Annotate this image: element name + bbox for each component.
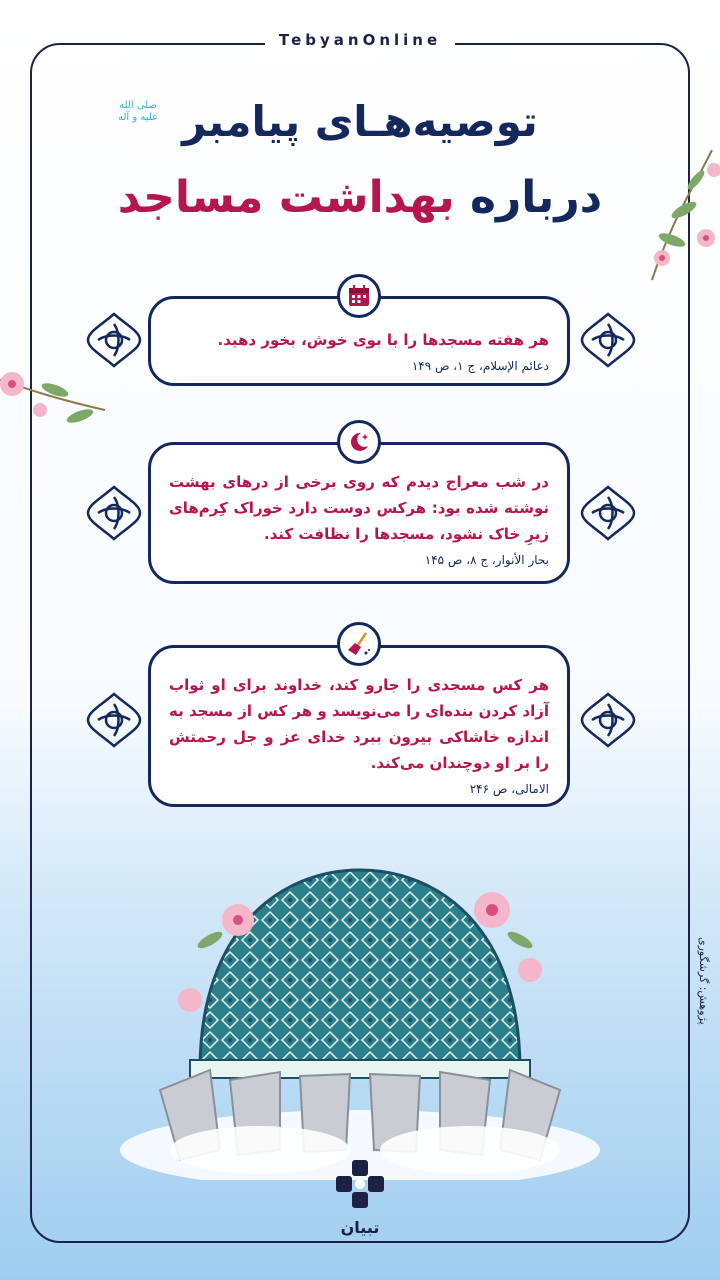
page-title-line1: توصیه‌هـای پیامبر (182, 97, 538, 146)
hadith-source-2: بحار الأنوار، ج ۸، ص ۱۴۵ (424, 553, 549, 567)
hadith-source-1: دعائم الإسلام، ج ۱، ص ۱۴۹ (411, 359, 549, 373)
hadith-card-3 (148, 645, 570, 807)
mosque-dome-illustration (120, 850, 600, 1180)
ornament-right-2-icon (578, 483, 638, 543)
moon-badge (337, 420, 381, 464)
brand-header (0, 30, 720, 49)
title-word-about: درباره (469, 172, 603, 223)
calendar-icon (347, 284, 371, 308)
broom-badge (337, 622, 381, 666)
tebyan-logo-icon (334, 1158, 386, 1210)
calendar-badge (337, 274, 381, 318)
moon-icon (347, 430, 371, 454)
research-credit: پژوهش: گرشگوری (697, 937, 710, 1025)
hadith-text-2: در شب معراج دیدم که روی برخی از درهای بهشت نوشته شده بود: هرکس دوست دارد خوراک کِرم‌های زیرِ خاک نشود، مسجدها را نظافت کند. (169, 473, 549, 543)
flower-branch-left-icon (0, 360, 110, 440)
page-title-line2 (0, 168, 720, 228)
title-highlight: بهداشت مساجد (117, 172, 455, 223)
brand-name: TebyanOnline (265, 31, 455, 49)
salawat-calligraphy: صلی الله علیه و آله (117, 100, 159, 123)
hadith-text-1: هر هفته مسجدها را با بوی خوش، بخور دهید. (217, 331, 549, 349)
tebyan-logo-text: تبیان (340, 1218, 380, 1237)
ornament-right-1-icon (578, 310, 638, 370)
ornament-left-1-icon (84, 310, 144, 370)
hadith-text-3: هر کس مسجدی را جارو کند، خداوند برای او ثواب آزاد کردن بنده‌ای را می‌نویسد و هر کس از مسجد به اندازه خاشاکی بیرون ببرد خدای عز و جل رحمتش را بر او دوچندان می‌کند. (169, 676, 549, 772)
ornament-left-3-icon (84, 690, 144, 750)
hadith-source-3: الامالی، ص ۲۴۶ (469, 782, 549, 796)
broom-icon (346, 631, 372, 657)
ornament-left-2-icon (84, 483, 144, 543)
ornament-right-3-icon (578, 690, 638, 750)
